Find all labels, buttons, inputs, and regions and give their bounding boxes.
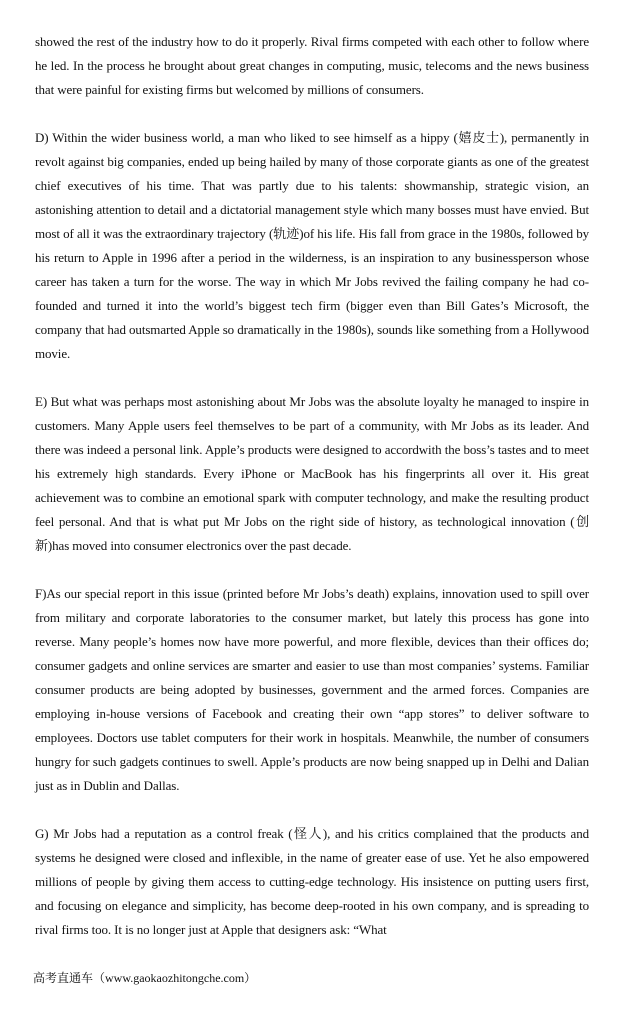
paragraph-spacer [35,798,589,822]
paragraph-spacer [35,558,589,582]
paragraph-spacer [35,102,589,126]
document-body [35,30,589,942]
paragraph-d: D) Within the wider business world, a man who liked to see himself as a hippy (嬉皮士), permanently in revolt against big companies, ended up being hailed by many of those corporate giants as one of the greatest chief executives of his time. That was partly due to his talents: showmanship, strategic vision, an astonishing attention to detail and a dictatorial management style which many bosses must have envied. But most of all it was the extraordinary trajectory (轨迹)of his life. His fall from grace in the 1980s, followed by his return to Apple in 1996 after a period in the wilderness, is an inspiration to any businessperson whose career has taken a turn for the worse. The way in which Mr Jobs revived the failing company he had co-founded and turned it into the world’s biggest tech firm (bigger even than Bill Gates’s Microsoft, the company that had outsmarted Apple so dramatically in the 1980s), sounds like something from a Hollywood movie. [35,130,589,361]
paragraph-g: G) Mr Jobs had a reputation as a control freak (怪人), and his critics complained that the products and systems he designed were closed and inflexible, in the name of greater ease of use. Yet he also empowered millions of people by giving them access to cutting-edge technology. His insistence on putting users first, and focusing on elegance and simplicity, has become deep-rooted in his own company, and is spreading to rival firms too. It is no longer just at Apple that designers ask: “What [35,826,589,937]
page-footer: 高考直通车（www.gaokaozhitongche.com） [33,971,257,985]
paragraph-e: E) But what was perhaps most astonishing about Mr Jobs was the absolute loyalty he managed to inspire in customers. Many Apple users feel themselves to be part of a community, with Mr Jobs as its leader. And there was indeed a personal link. Apple’s products were designed to accordwith the boss’s tastes and to meet his extremely high standards. Every iPhone or MacBook has his fingerprints all over it. His great achievement was to combine an emotional spark with computer technology, and make the resulting product feel personal. And that is what put Mr Jobs on the right side of history, as technological innovation (创新)has moved into consumer electronics over the past decade. [35,394,589,553]
paragraph-spacer [35,366,589,390]
paragraph-f: F)As our special report in this issue (printed before Mr Jobs’s death) explains, innovation used to spill over from military and corporate laboratories to the consumer market, but lately this process has gone into reverse. Many people’s homes now have more powerful, and more flexible, devices than their offices do; consumer gadgets and online services are smarter and easier to use than most companies’ systems. Familiar consumer products are being adopted by businesses, government and the armed forces. Companies are employing in-house versions of Facebook and creating their own “app stores” to deliver software to employees. Doctors use tablet computers for their work in hospitals. Meanwhile, the number of consumers hungry for such gadgets continues to swell. Apple’s products are now being snapped up in Delhi and Dalian just as in Dublin and Dallas. [35,586,589,793]
paragraph-continuation: showed the rest of the industry how to do it properly. Rival firms competed with each other to follow where he led. In the process he brought about great changes in computing, music, telecoms and the news business that were painful for existing firms but welcomed by millions of consumers. [35,34,589,97]
